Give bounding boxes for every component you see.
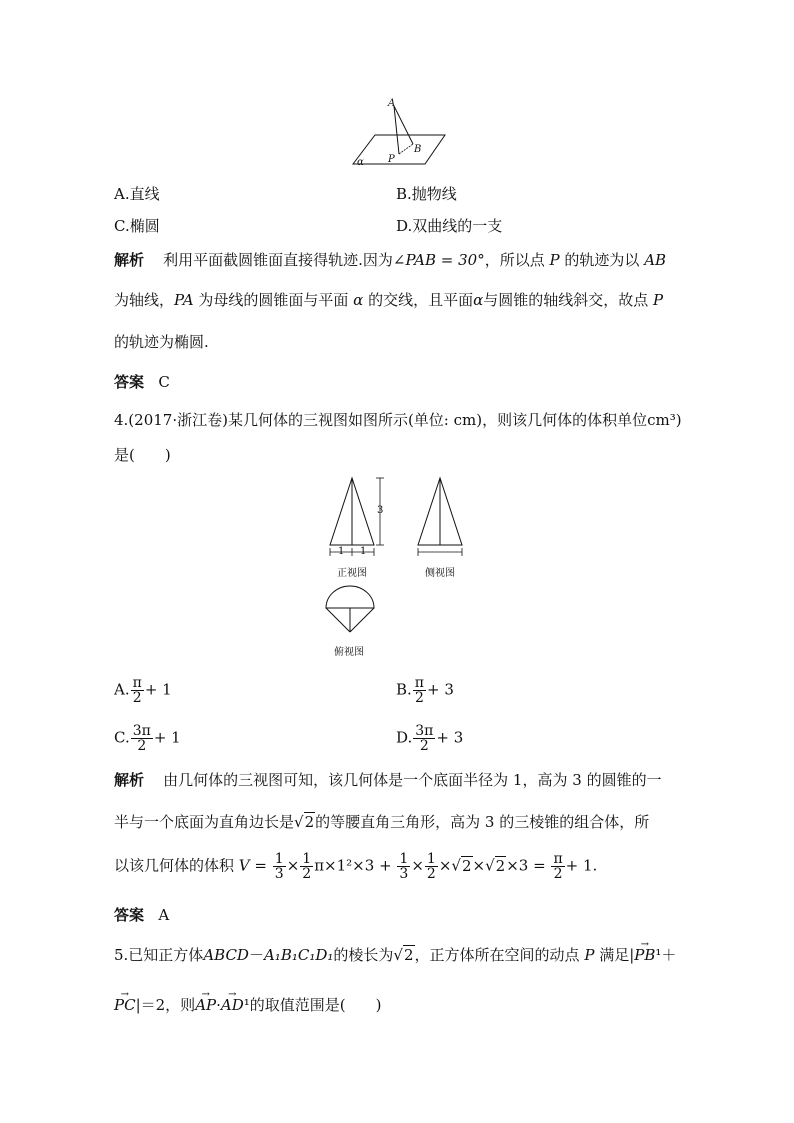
height-value: 3 bbox=[484, 813, 495, 831]
sqrt-value: 2 bbox=[495, 856, 506, 875]
answer-value: C bbox=[158, 373, 170, 391]
text: 的圆锥的一 bbox=[586, 771, 662, 789]
option-label: D. bbox=[396, 728, 413, 747]
fraction bbox=[273, 852, 286, 881]
q3-analysis-line3 bbox=[114, 332, 209, 352]
q5-stem-line1: 5.已知正方体ABCD－A₁B₁C₁D₁的棱长为√2，正方体所在空间的动点 P 满足|→ PB¹＋ bbox=[114, 945, 676, 965]
text: 满足| bbox=[599, 946, 635, 964]
text: ，所以点 bbox=[484, 251, 545, 269]
q4-option-d bbox=[396, 724, 463, 753]
option-label: C. bbox=[114, 728, 130, 747]
pi-term: π×1²×3 + bbox=[314, 856, 392, 875]
fraction bbox=[397, 852, 410, 881]
text: |＝2，则 bbox=[135, 996, 196, 1014]
angle-pab: ∠PAB = 30° bbox=[392, 251, 485, 269]
numerator: 1 bbox=[302, 851, 312, 867]
denominator: 2 bbox=[553, 866, 563, 882]
cube-name: ABCD bbox=[203, 946, 249, 964]
q3-option-b: B.抛物线 bbox=[396, 185, 457, 203]
text: 半与一个底面为直角边长是 bbox=[114, 813, 295, 831]
answer-value: A bbox=[158, 906, 170, 924]
height-label: 3 bbox=[377, 505, 384, 516]
option-tail: + 1 bbox=[144, 680, 172, 699]
q3-analysis-line2 bbox=[114, 290, 663, 310]
denominator: 3 bbox=[399, 866, 409, 882]
q3-analysis-label: 解析 bbox=[114, 251, 145, 269]
dash: － bbox=[248, 946, 264, 964]
top-view-semicircle bbox=[326, 586, 374, 608]
q3-option-a: A.直线 bbox=[114, 185, 160, 203]
var-v: V bbox=[238, 856, 250, 875]
top-view-caption: 俯视图 bbox=[334, 647, 364, 658]
var-alpha: α bbox=[353, 291, 364, 309]
q4-analysis-line2: 半与一个底面为直角边长是√2的等腰直角三角形，高为 3 的三棱锥的组合体，所 bbox=[114, 813, 650, 831]
text: 为母线的圆锥面与平面 bbox=[198, 291, 349, 309]
numerator: 1 bbox=[274, 851, 284, 867]
fraction bbox=[551, 852, 564, 881]
text: 利用平面截圆锥面直接得轨迹.因为 bbox=[163, 251, 393, 269]
q4-analysis-line1 bbox=[114, 770, 662, 790]
q4-analysis-line3: 以该几何体的体积 V = $\frac{1}{3}$ × $\frac{1}{2}$ π×1²×3 + $\frac{1}{3}$ × $\frac{1}{2}$ ×√2×√2×3 = $\frac{\pi}{2}$ + 1. bbox=[114, 851, 598, 882]
sqrt-value: 2 bbox=[403, 946, 414, 964]
var-p: P bbox=[653, 291, 664, 309]
vector-ap: → AP bbox=[195, 995, 216, 1015]
denominator: 2 bbox=[302, 866, 312, 882]
fraction bbox=[413, 676, 426, 705]
numerator: π bbox=[414, 675, 424, 691]
height-value: 3 bbox=[572, 771, 582, 789]
q3-option-d: D.双曲线的一支 bbox=[396, 217, 503, 235]
numerator: 3π bbox=[415, 723, 434, 739]
option-label: B. bbox=[396, 680, 412, 699]
label-alpha: α bbox=[357, 157, 364, 168]
text: 的三棱锥的组合体，所 bbox=[499, 813, 650, 831]
denominator: 2 bbox=[414, 690, 424, 706]
dot: · bbox=[216, 996, 221, 1014]
fraction bbox=[131, 724, 153, 753]
denominator: 2 bbox=[132, 690, 142, 706]
label-P: P bbox=[388, 154, 395, 165]
option-tail: + 1 bbox=[153, 728, 181, 747]
text: 的轨迹为椭圆. bbox=[114, 333, 209, 351]
text: 的轨迹为以 bbox=[564, 251, 640, 269]
q4-analysis-label: 解析 bbox=[114, 771, 145, 789]
text: 以该几何体的体积 bbox=[114, 856, 235, 875]
var-alpha: α bbox=[473, 291, 484, 309]
text: 的等腰直角三角形，高为 bbox=[315, 813, 481, 831]
label-B: B bbox=[414, 144, 422, 155]
var-pa: PA bbox=[174, 291, 194, 309]
q4-stem-line1: 4.(2017·浙江卷)某几何体的三视图如图所示(单位: cm)，则该几何体的体积单位cm³) bbox=[114, 411, 682, 429]
option-tail: + 3 bbox=[436, 728, 464, 747]
equals: = bbox=[254, 856, 267, 875]
result-tail: + 1. bbox=[565, 856, 598, 875]
fraction bbox=[413, 724, 435, 753]
numerator: π bbox=[132, 675, 142, 691]
var-p: P bbox=[584, 946, 595, 964]
q4-stem-line2: 是( ) bbox=[114, 446, 171, 464]
times: × bbox=[472, 856, 486, 875]
top-view-right-edge bbox=[350, 608, 374, 632]
numerator: π bbox=[553, 851, 563, 867]
q3-answer bbox=[114, 372, 170, 392]
var-p: P bbox=[549, 251, 560, 269]
fraction bbox=[300, 852, 313, 881]
top-view-left-edge bbox=[326, 608, 350, 632]
q4-option-a bbox=[114, 676, 172, 705]
q4-answer bbox=[114, 905, 169, 925]
fraction bbox=[425, 852, 438, 881]
q3-option-c: C.椭圆 bbox=[114, 217, 160, 235]
side-view-caption: 侧视图 bbox=[425, 568, 455, 579]
numerator: 3π bbox=[132, 723, 151, 739]
sqrt-value: 2 bbox=[304, 813, 315, 831]
q3-analysis-line1 bbox=[114, 250, 666, 270]
option-label: A. bbox=[114, 680, 130, 699]
times-three: ×3 = bbox=[506, 856, 546, 875]
text: 5.已知正方体 bbox=[114, 946, 204, 964]
vector-ad: → AD bbox=[221, 995, 244, 1015]
times: × bbox=[286, 856, 300, 875]
text: ，正方体所在空间的动点 bbox=[414, 946, 580, 964]
text: 的棱长为 bbox=[333, 946, 394, 964]
segment-PB bbox=[399, 144, 413, 154]
denominator: 3 bbox=[274, 866, 284, 882]
width-label-a: 1 bbox=[338, 546, 345, 557]
q5-stem-line2 bbox=[114, 995, 381, 1015]
vector-pb: → PB bbox=[634, 945, 655, 965]
denominator: 2 bbox=[419, 738, 429, 754]
option-tail: + 3 bbox=[427, 680, 454, 699]
text: 与圆锥的轴线斜交，故点 bbox=[483, 291, 649, 309]
var-ab: AB bbox=[644, 251, 667, 269]
segment-AB bbox=[394, 106, 413, 144]
times: × bbox=[411, 856, 424, 875]
radius-value: 1 bbox=[512, 771, 523, 789]
label-A: A bbox=[388, 98, 396, 109]
width-label-b: 1 bbox=[360, 546, 367, 557]
text: 为轴线， bbox=[114, 291, 175, 309]
sqrt-value: 2 bbox=[461, 856, 472, 875]
text: ，高为 bbox=[522, 771, 568, 789]
text: 的交线，且平面 bbox=[368, 291, 474, 309]
front-view-caption: 正视图 bbox=[337, 568, 367, 579]
cube-name2: A₁B₁C₁D₁ bbox=[263, 946, 334, 964]
text: ¹＋ bbox=[655, 946, 677, 964]
denominator: 2 bbox=[137, 738, 147, 754]
denominator: 2 bbox=[426, 866, 436, 882]
answer-label: 答案 bbox=[114, 373, 145, 391]
fraction bbox=[131, 676, 144, 705]
numerator: 1 bbox=[426, 851, 436, 867]
times: × bbox=[438, 856, 452, 875]
numerator: 1 bbox=[399, 851, 409, 867]
q4-option-b bbox=[396, 676, 454, 705]
vector-pc: → PC bbox=[114, 995, 136, 1015]
text: ¹的取值范围是( ) bbox=[243, 996, 382, 1014]
text: 由几何体的三视图可知，该几何体是一个底面半径为 bbox=[163, 771, 509, 789]
answer-label: 答案 bbox=[114, 906, 145, 924]
q4-option-c bbox=[114, 724, 181, 753]
